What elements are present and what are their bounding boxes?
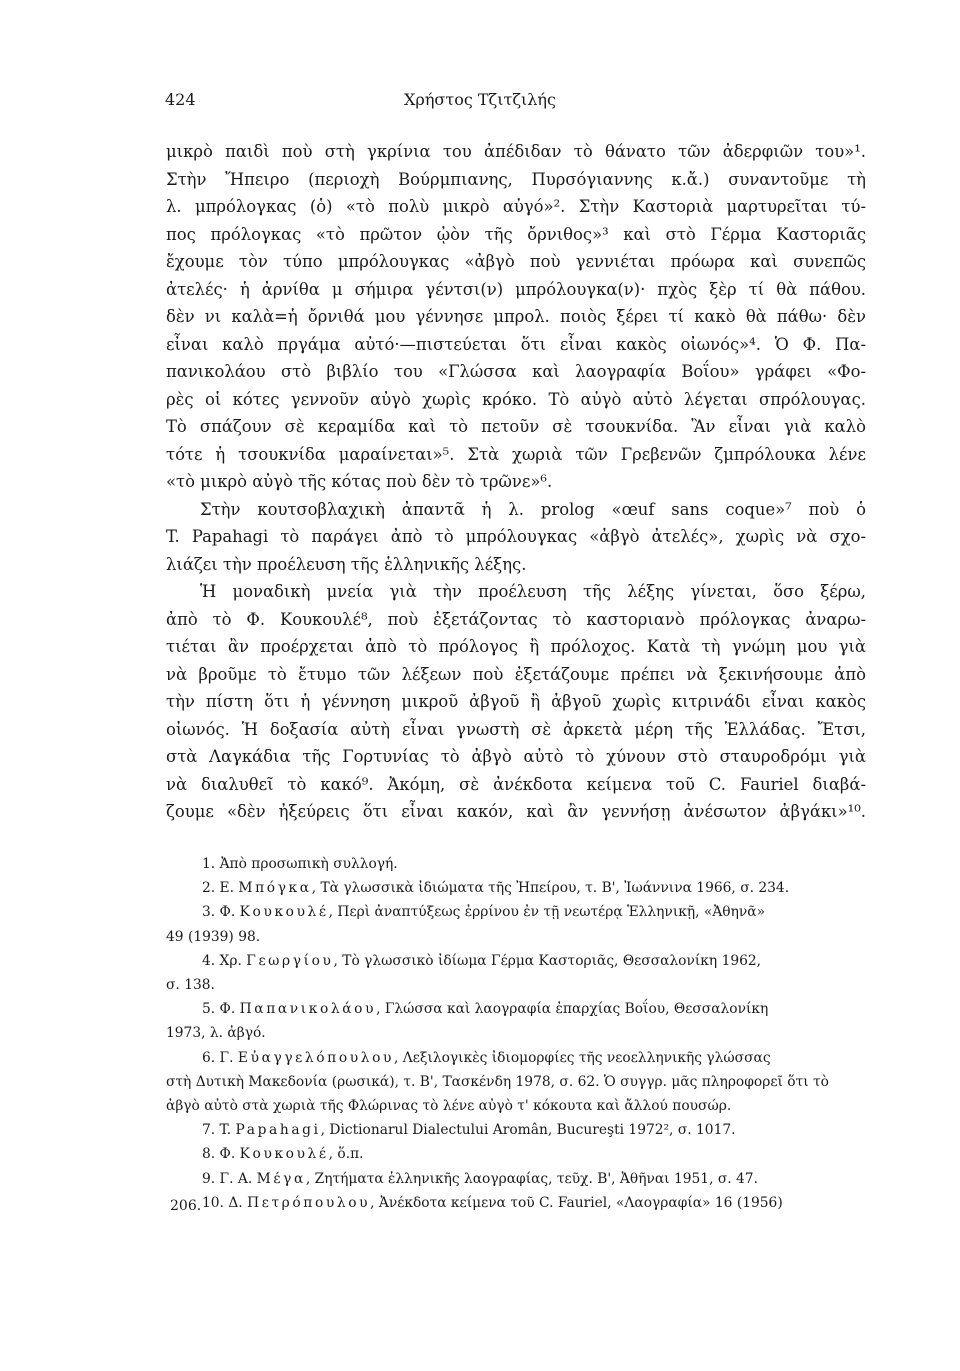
body-line: τότε ἡ τσουκνίδα μαραίνεται»⁵. Στὰ χωριὰ τῶν Γρεβενῶν ζμπρόλουκα λένε — [166, 444, 866, 464]
body-line: T. Papahagi τὸ παράγει ἀπὸ τὸ μπρόλουγκας «ἀβγὸ ἀτελές», χωρὶς νὰ σχο- — [166, 527, 866, 546]
footnote-continuation: 1973, λ. ἀβγό. — [166, 1025, 266, 1042]
footnote-author: Κουκουλέ — [239, 1146, 329, 1163]
footnote — [166, 1142, 866, 1166]
footnote — [166, 1118, 866, 1142]
footnote-author: Γεωργίου — [246, 952, 334, 969]
footnote-text: , Ἀνέκδοτα κείμενα τοῦ C. Fauriel, «Λαογραφία» 16 (1956) — [370, 1194, 783, 1211]
body-line: Στὴν κουτσοβλαχικὴ ἀπαντᾶ ἡ λ. prolog «œuf sans coque»⁷ ποὺ ὁ — [200, 499, 866, 519]
footnote-author: Παπανικολάου — [239, 1001, 377, 1018]
body-line: τὴν πίστη ὅτι ἡ γέννηση μικροῦ ἀβγοῦ ἢ ἀβγοῦ χωρὶς κιτρινάδι εἶναι κακὸς — [166, 692, 866, 711]
footnote-number: 9. Γ. Α. — [202, 1170, 257, 1187]
footnote-author: Πετρόπουλου — [247, 1194, 371, 1211]
body-line: Στὴν Ἤπειρο (περιοχὴ Βούρμπιανης, Πυρσόγιαννης κ.ἄ.) συναντοῦμε τὴ — [166, 169, 866, 189]
signature-mark: 206. — [170, 1198, 202, 1214]
body-line: «τὸ μικρὸ αὐγὸ τῆς κότας ποὺ δὲν τὸ τρῶνε»⁶. — [166, 472, 553, 491]
footnote — [166, 876, 866, 900]
footnote-text: , Περὶ ἀναπτύξεως ἐρρίνου ἐν τῇ νεωτέρᾳ Ἑλληνικῇ, «Ἀθηνᾶ» — [328, 904, 766, 921]
body-line: ρὲς οἱ κότες γεννοῦν αὐγὸ χωρὶς κρόκο. Τὸ αὐγὸ αὐτὸ λέγεται σπρόλουγας. — [166, 389, 866, 409]
footnote-author: Εὐαγγελόπουλου — [237, 1049, 394, 1066]
footnote-number: 4. Χρ. — [202, 952, 247, 969]
footnote-text: , Ζητήματα ἑλληνικῆς λαογραφίας, τεῦχ. Β', Ἀθῆναι 1951, σ. 47. — [305, 1170, 758, 1187]
footnote — [166, 1167, 866, 1191]
footnote-continuation: 49 (1939) 98. — [166, 928, 261, 945]
footnote-text: , Dictionarul Dialectului Aromân, Bucureşti 1972², σ. 1017. — [320, 1122, 736, 1139]
footnote-text: , Τὰ γλωσσικὰ ἰδιώματα τῆς Ἠπείρου, τ. Β', Ἰωάννινα 1966, σ. 234. — [311, 880, 790, 897]
body-line: πος πρόλογκας «τὸ πρῶτον ᾠὸν τῆς ὄρνιθος»³ καὶ στὸ Γέρμα Καστοριᾶς — [166, 224, 866, 244]
body-line: ἔχουμε τὸν τύπο μπρόλουγκας «ἀβγὸ ποὺ γεννιέται πρόωρα καὶ συνεπῶς — [166, 252, 866, 271]
body-line: οἰωνός. Ἡ δοξασία αὐτὴ εἶναι γνωστὴ σὲ ἀρκετὰ μέρη τῆς Ἑλλάδας. Ἔτσι, — [166, 719, 866, 739]
footnote-number: 2. Ε. — [202, 880, 239, 897]
body-line: ἀτελές· ἡ ἀρνίθα μ σήμιρα γέντσι(ν) μπρόλουγκα(ν)· πχὸς ξὲρ τί θὰ πάθου. — [166, 279, 866, 299]
body-line: λιάζει τὴν προέλευση τῆς ἑλληνικῆς λέξης. — [166, 554, 527, 574]
body-line: ἀπὸ τὸ Φ. Κουκουλέ⁸, ποὺ ἐξετάζοντας τὸ καστοριανὸ πρόλογκας ἀναρω- — [166, 609, 866, 629]
footnote-text: , ὅ.π. — [328, 1146, 364, 1163]
footnote-author: Μέγα — [256, 1170, 306, 1187]
footnote — [166, 852, 866, 876]
body-line: μικρὸ παιδὶ ποὺ στὴ γκρίνια του ἀπέδιδαν τὸ θάνατο τῶν ἀδερφιῶν του»¹. — [166, 142, 866, 161]
body-line: εἶναι καλὸ πργάμα αὐτό·—πιστεύεται ὅτι εἶναι κακὸς οἰωνός»⁴. Ὁ Φ. Πα- — [166, 334, 866, 354]
body-line: δὲν νι καλὰ=ἡ ὄρνιθά μου γέννησε μπρολ. ποιὸς ξέρει τί κακὸ θὰ πάθω· δὲν — [166, 307, 866, 326]
footnote-text: Ἀπὸ προσωπικὴ συλλογή. — [219, 856, 398, 872]
footnote-number: 7. T. — [202, 1122, 236, 1139]
footnote — [166, 997, 866, 1021]
footnotes — [166, 852, 866, 1215]
footnote-text: , Γλώσσα καὶ λαογραφία ἐπαρχίας Βοΐου, Θεσσαλονίκη — [376, 1001, 769, 1018]
footnote-author: Papahagi — [235, 1122, 321, 1139]
footnote-author: Κουκουλέ — [239, 904, 329, 921]
running-title: Χρήστος Τζιτζιλής — [404, 90, 556, 109]
body-line: Τὸ σπάζουν σὲ κεραμίδα καὶ τὸ πετοῦν σὲ τσουκνίδα. Ἂν εἶναι γιὰ καλὸ — [166, 417, 866, 436]
footnote-text: , Τὸ γλωσσικὸ ἰδίωμα Γέρμα Καστοριᾶς, Θεσσαλονίκη 1962, — [333, 952, 762, 969]
footnote — [166, 900, 866, 924]
footnote-author: Μπόγκα — [238, 880, 312, 897]
body-text — [166, 138, 866, 826]
footnote-continuation: στὴ Δυτικὴ Μακεδονία (ρωσικά), τ. Β', Τασκένδη 1978, σ. 62. Ὁ συγγρ. μᾶς πληροφορεῖ ὅτι τὸ ἀβγὸ αὐτὸ στὰ χωριὰ τῆς Φλώρινας τὸ λένε αὐγὸ τ' κόκουτα καὶ ἄλλού πουσώρ. — [166, 1073, 829, 1115]
footnote-number: 5. Φ. — [202, 1001, 240, 1018]
body-line: νὰ διαλυθεῖ τὸ κακό⁹. Ἀκόμη, σὲ ἀνέκδοτα κείμενα τοῦ C. Fauriel διαβά- — [166, 774, 866, 794]
footnote-number: 8. Φ. — [202, 1146, 240, 1163]
page-number: 424 — [165, 90, 196, 109]
body-line: Ἡ μοναδικὴ μνεία γιὰ τὴν προέλευση τῆς λέξης γίνεται, ὅσο ξέρω, — [200, 582, 866, 601]
body-line: λ. μπρόλογκας (ὁ) «τὸ πολὺ μικρὸ αὐγό»². Στὴν Καστοριὰ μαρτυρεῖται τύ- — [166, 197, 866, 216]
body-line: ζουμε «δὲν ἠξεύρεις ὅτι εἶναι κακόν, καὶ ἂν γεννήσῃ ἀνέσωτον ἀβγάκι»¹⁰. — [166, 802, 866, 821]
body-line: νὰ βροῦμε τὸ ἔτυμο τῶν λέξεων ποὺ ἐξετάζουμε πρέπει νὰ ξεκινήσουμε ἀπὸ — [166, 664, 866, 684]
footnote-number: 6. Γ. — [202, 1049, 238, 1066]
body-line: πανικολάου στὸ βιβλίο του «Γλώσσα καὶ λαογραφία Βοΐου» γράφει «Φο- — [166, 362, 866, 381]
footnote-number: 3. Φ. — [202, 904, 240, 921]
footnote — [166, 1046, 866, 1070]
body-line: στὰ Λαγκάδια τῆς Γορτυνίας τὸ ἀβγὸ αὐτὸ τὸ χύνουν στὸ σταυροδρόμι γιὰ — [166, 747, 866, 766]
footnote-text: , Λεξιλογικὲς ἰδιομορφίες τῆς νεοελληνικῆς γλώσσας — [393, 1049, 771, 1066]
footnote-number: 1. — [202, 856, 220, 872]
body-line: τιέται ἂν προέρχεται ἀπὸ τὸ πρόλογος ἢ πρόλοχος. Κατὰ τὴ γνώμη μου γιὰ — [166, 637, 866, 656]
footnote — [166, 1191, 866, 1215]
footnote — [166, 949, 866, 973]
footnote-number: 10. Δ. — [202, 1194, 248, 1211]
footnote-continuation: σ. 138. — [166, 977, 215, 994]
